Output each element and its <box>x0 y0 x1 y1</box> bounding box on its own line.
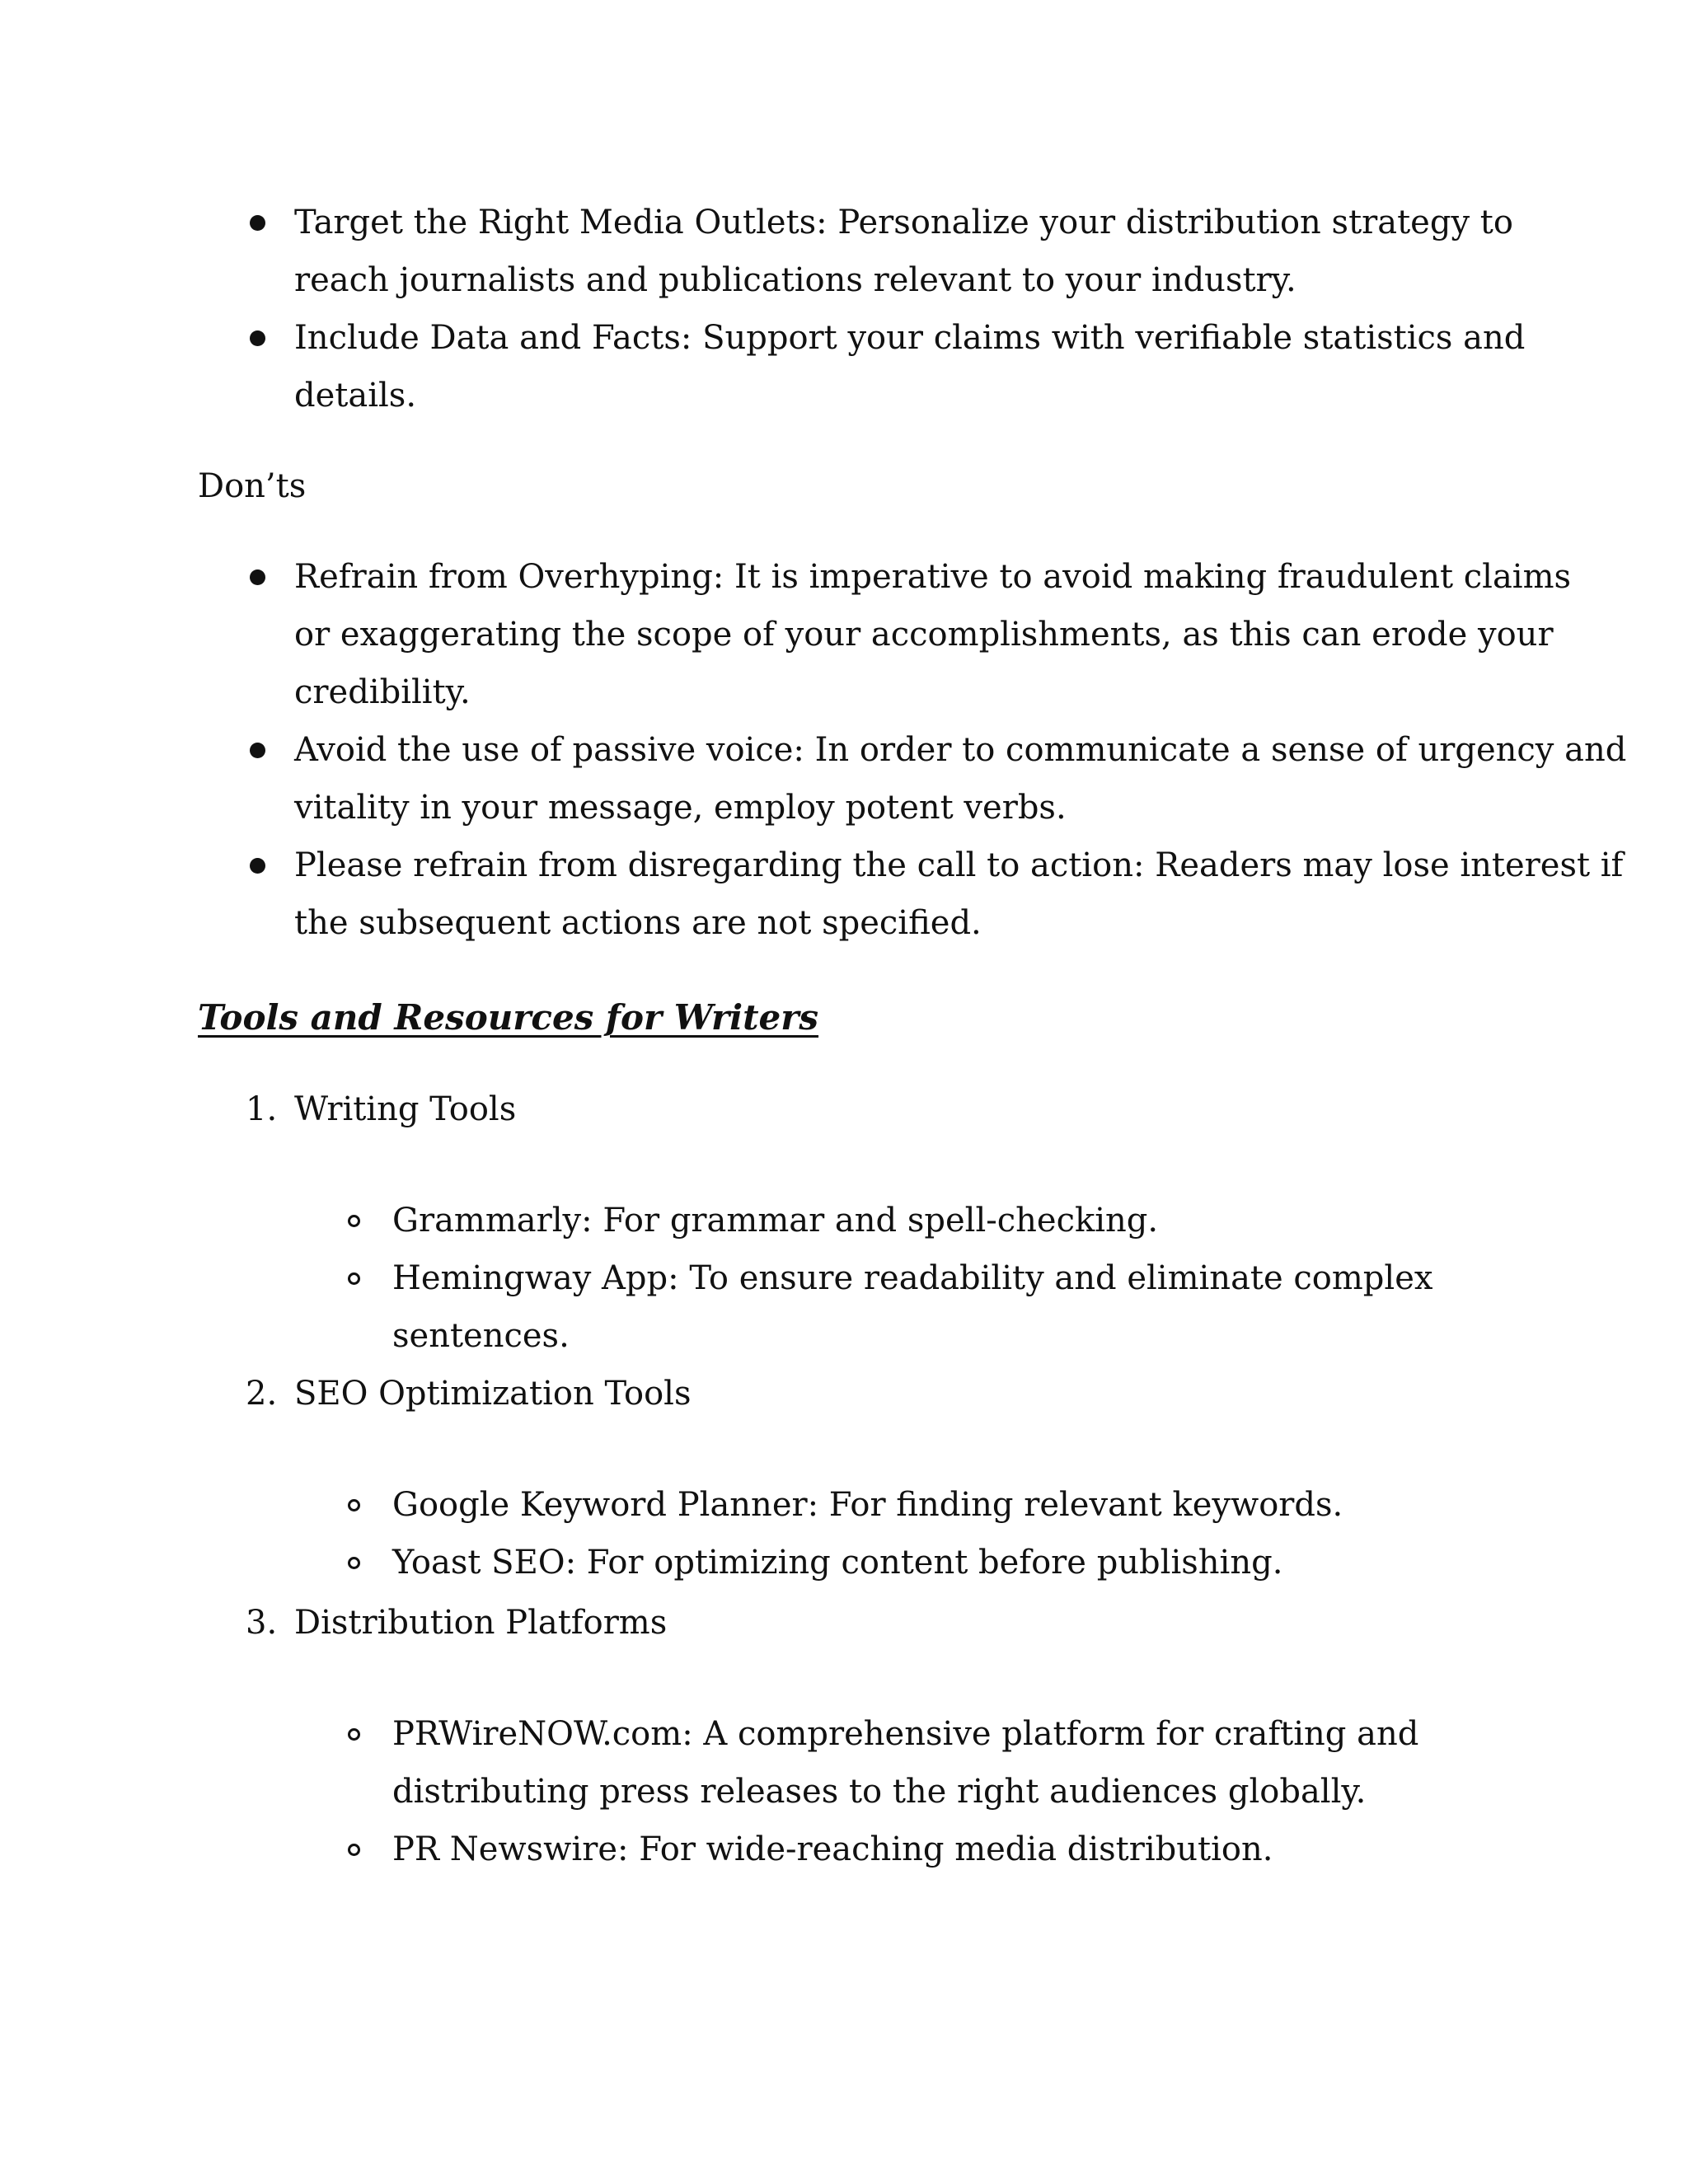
bullet-icon <box>250 569 265 585</box>
bullet-icon <box>250 215 265 231</box>
section-heading: Tools and Resources for Writers <box>198 997 819 1038</box>
list-item-text: Target the Right Media Outlets: Personalize your distribution strategy to reach journalists and publications relevant to your industry. <box>294 204 1513 299</box>
section-title: Writing Tools <box>294 1090 517 1128</box>
donts-label: Don’ts <box>198 467 307 505</box>
list-number: 3. <box>246 1604 278 1642</box>
list-item-text: Please refrain from disregarding the call to action: Readers may lose interest if the subsequent actions are not specified. <box>294 846 1624 942</box>
section-title: SEO Optimization Tools <box>294 1375 692 1413</box>
bullet-icon <box>348 1499 360 1511</box>
bullet-icon <box>348 1844 360 1856</box>
list-item-text: Hemingway App: To ensure readability and eliminate complex sentences. <box>392 1259 1433 1355</box>
bullet-icon <box>348 1272 360 1285</box>
list-number: 1. <box>246 1090 278 1128</box>
list-item-text: Avoid the use of passive voice: In order to communicate a sense of urgency and vitality in your message, employ potent verbs. <box>294 731 1627 827</box>
list-item-text: PRWireNOW.com: A comprehensive platform for crafting and distributing press releases to the right audiences globally. <box>392 1715 1419 1811</box>
bullet-icon <box>250 330 265 346</box>
list-number: 2. <box>246 1375 278 1413</box>
list-item-text: Google Keyword Planner: For finding relevant keywords. <box>392 1486 1343 1524</box>
bullet-icon <box>348 1215 360 1227</box>
section-title: Distribution Platforms <box>294 1604 668 1642</box>
bullet-icon <box>348 1728 360 1741</box>
bullet-icon <box>348 1557 360 1569</box>
list-item-text: PR Newswire: For wide-reaching media distribution. <box>392 1830 1273 1868</box>
list-item-text: Refrain from Overhyping: It is imperative to avoid making fraudulent claims or exaggerating the scope of your accomplishments, as this can erode your credibility. <box>294 558 1572 711</box>
list-item-text: Include Data and Facts: Support your claims with verifiable statistics and details. <box>294 319 1526 415</box>
bullet-icon <box>250 858 265 874</box>
bullet-icon <box>250 743 265 758</box>
list-item-text: Grammarly: For grammar and spell-checking. <box>392 1202 1159 1240</box>
list-item-text: Yoast SEO: For optimizing content before publishing. <box>392 1544 1283 1582</box>
